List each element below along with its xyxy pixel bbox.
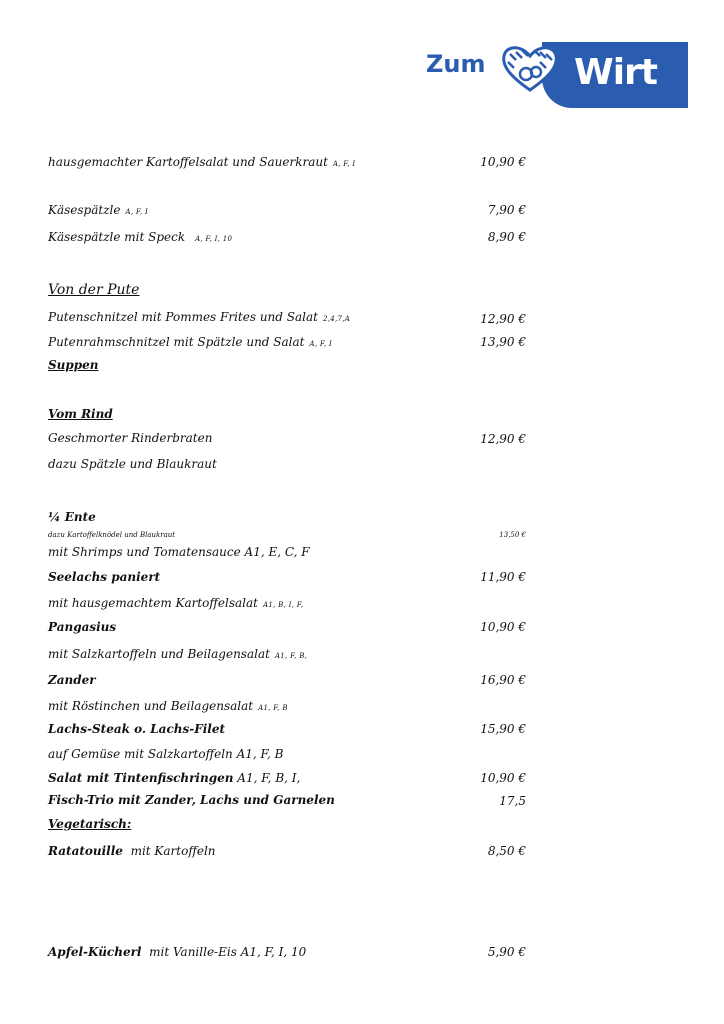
menu-item-price: 8,90 € [487, 230, 526, 244]
section-heading-suppen: Suppen [48, 358, 99, 372]
menu-item-name: Seelachs paniert [48, 570, 161, 584]
menu-item-price: 8,50 € [487, 844, 526, 858]
menu-item-price: 13,50 € [499, 531, 526, 539]
menu-item-name: Fisch-Trio mit Zander, Lachs und Garnelen [48, 793, 335, 807]
menu-item-price: 15,90 € [480, 722, 526, 736]
menu-item: Geschmorter Rinderbraten [48, 431, 213, 445]
menu-item-name: Pangasius [48, 620, 117, 634]
menu-item: hausgemachter Kartoffelsalat und Sauerkraut A, F, I [48, 155, 356, 169]
menu-item-description: mit Röstinchen und Beilagensalat A1, F, B [48, 699, 288, 713]
menu-item-price: 12,90 € [480, 432, 526, 446]
menu-item-price: 11,90 € [480, 570, 526, 584]
menu-item-description: mit Salzkartoffeln und Beilagensalat A1, F, B, [48, 647, 308, 661]
menu-item-description: dazu Kartoffelknödel und Blaukraut [48, 531, 176, 539]
menu-item-price: 10,90 € [480, 620, 526, 634]
section-heading-vegetarisch: Vegetarisch: [48, 817, 132, 831]
menu-item-price: 16,90 € [480, 673, 526, 687]
menu-item-description: mit hausgemachtem Kartoffelsalat A1, B, I, F, [48, 596, 304, 610]
logo-word-zum: Zum [426, 50, 486, 78]
menu-item-description: mit Shrimps und Tomatensauce A1, E, C, F [48, 545, 310, 559]
menu-item-price: 12,90 € [480, 312, 526, 326]
menu-item: Putenrahmschnitzel mit Spätzle und Salat A, F, I [48, 335, 333, 349]
menu-item-price: 5,90 € [487, 945, 526, 959]
menu-item-price: 10,90 € [480, 155, 526, 169]
menu-item: Apfel-Kücherl mit Vanille-Eis A1, F, I, 10 [48, 945, 307, 959]
menu-item: Salat mit Tintenfischringen A1, F, B, I, [48, 771, 301, 785]
section-heading-rind: Vom Rind [48, 407, 113, 421]
menu-item: Putenschnitzel mit Pommes Frites und Salat 2,4,7,A [48, 310, 351, 324]
menu-item: Käsespätzle A, F, I [48, 203, 149, 217]
menu-item: Ratatouille mit Kartoffeln [48, 844, 216, 858]
menu-item-description: auf Gemüse mit Salzkartoffeln A1, F, B [48, 747, 284, 761]
menu-item-name: Zander [48, 673, 96, 687]
menu-item: Käsespätzle mit Speck A, F, I, 10 [48, 230, 233, 244]
heart-icon [500, 44, 560, 94]
menu-item-description: dazu Spätzle und Blaukraut [48, 457, 217, 471]
section-heading-pute: Von der Pute [48, 282, 140, 298]
menu-item-price: 7,90 € [487, 203, 526, 217]
menu-item-price: 13,90 € [480, 335, 526, 349]
logo-word-wirt: Wirt [574, 52, 658, 93]
restaurant-logo [424, 42, 688, 108]
menu-item-name: Lachs-Steak o. Lachs-Filet [48, 722, 226, 736]
menu-item-name: ¼ Ente [48, 510, 96, 524]
menu-item-price: 17,5 [499, 794, 526, 808]
menu-item-price: 10,90 € [480, 771, 526, 785]
